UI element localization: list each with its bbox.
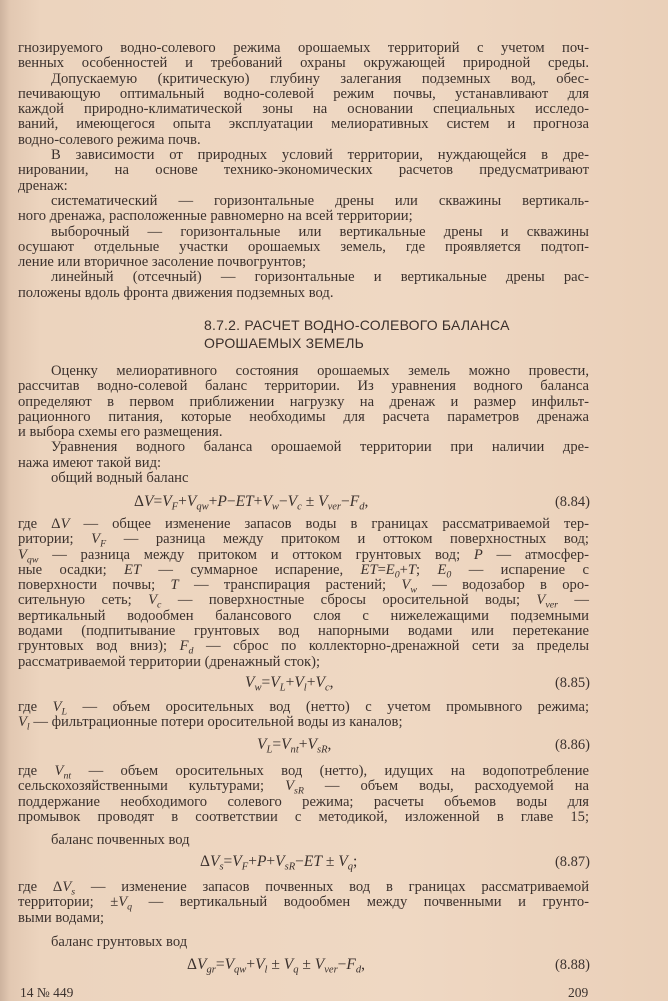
equation-expression: $\Delta V_s=V_F+P+V_{sR}-ET \pm V_q$; — [200, 853, 358, 873]
heading-line: 8.7.2. РАСЧЕТ ВОДНО-СОЛЕВОГО БАЛАНСА — [204, 317, 510, 333]
text-line: общий водный баланс — [51, 470, 189, 487]
text-line: рассчитав водно-солевой баланс территории. Из уравнения водного баланса — [18, 378, 589, 395]
equation-8-84 — [18, 493, 590, 511]
section-heading — [204, 316, 510, 352]
text-line: баланс почвенных вод — [51, 832, 190, 848]
equation-8-87 — [18, 853, 590, 871]
text-line: и выбора схемы его размещения. — [18, 424, 223, 441]
text-line: грунтовых вод вниз); $F_d$ — сброс по коллекторно-дренажной сети за пределы — [18, 638, 590, 657]
text-line: венных особенностей и требований охраны окружающей природной среды. — [18, 55, 589, 72]
text-line: нировании, на основе технико-экономических расчетов предусматривают — [18, 162, 589, 179]
paragraph — [18, 700, 589, 731]
text-line: выми водами; — [18, 909, 105, 926]
page-number: 209 — [568, 985, 589, 1000]
equation-expression: $\Delta V=V_F+V_{qw}+P-ET+V_w-V_c \pm V_{ver}-F_d$, — [134, 493, 369, 513]
text-line: $V_{qw}$ — разница между притоком и оттоком грунтовых вод; P — атмосфер- — [18, 546, 590, 566]
text-line: $V_l$ — фильтрационные потери оросительной воды из каналов; — [18, 714, 403, 733]
text-line: положены вдоль фронта движения подземных вод. — [18, 284, 334, 301]
text-line: дренаж: — [18, 177, 68, 194]
text-line: рассматриваемой территории (дренажный сток); — [18, 653, 321, 670]
equation-number: (8.88) — [554, 957, 590, 973]
paragraph — [18, 517, 589, 670]
equation-expression: $V_w=V_L+V_l+V_c$, — [245, 674, 334, 694]
text-line: где $V_L$ — объем оросительных вод (нетто) с учетом промывного режима; — [18, 699, 590, 718]
text-line: печивающую оптимальный водно-солевой режим почвы, устанавливают для — [18, 85, 589, 102]
text-line: определяют в первом приближении нагрузку на дренаж и размер инфильт- — [18, 393, 589, 410]
paragraph — [18, 833, 589, 848]
text-line: ные осадки; ET — суммарное испарение, $ET=E_0+T$; $E_0$ — испарение с — [18, 561, 589, 581]
text-line: выборочный — горизонтальные или вертикальные дрены и скважины — [51, 223, 589, 240]
text-line: ного дренажа, расположенные равномерно на всей территории; — [18, 208, 413, 225]
text-line: территории; $\pm V_q$ — вертикальный водообмен между почвенными и грунто- — [18, 894, 589, 913]
text-line: водно-солевого режима почв. — [18, 131, 201, 148]
paragraph — [18, 880, 589, 926]
text-line: где $\Delta V_s$ — изменение запасов почвенных вод в границах рассматриваемой — [18, 879, 589, 898]
intro-text — [18, 41, 589, 301]
text-line: осушают отдельные участки орошаемых земель, где проявляется подтоп- — [18, 238, 589, 255]
text-line: ваний, имеющегося опыта эксплуатации мелиоративных систем и прогноза — [18, 116, 589, 133]
text-line: Оценку мелиоративного состояния орошаемых земель можно провести, — [51, 363, 589, 379]
equation-expression: $\Delta V_{gr}=V_{qw}+V_l \pm V_q \pm V_{ver}-F_d$, — [187, 956, 366, 976]
text-line: линейный (отсечный) — горизонтальные и вертикальные дрены рас- — [51, 269, 589, 286]
paragraph — [18, 764, 589, 825]
text-line: нажа имеют такой вид: — [18, 454, 162, 471]
equation-number: (8.86) — [554, 737, 590, 753]
equation-number: (8.87) — [554, 854, 590, 870]
paragraph — [18, 935, 589, 950]
text-line: поддержание необходимого солевого режима; расчеты объемов воды для — [18, 793, 589, 810]
text-line: В зависимости от природных условий территории, нуждающейся в дре- — [51, 147, 589, 164]
text-line: рационного питания, которые необходимы для расчета параметров дренажа — [18, 408, 589, 425]
text-line: ление или вторичное засоление почвогрунтов; — [18, 254, 307, 271]
text-line: водами (подпитывание грунтовых вод напорными водами или перетекание — [18, 623, 589, 640]
equation-number: (8.85) — [554, 675, 590, 691]
text-line: гнозируемого водно-солевого режима орошаемых территорий с учетом поч- — [18, 40, 589, 56]
equation-8-88 — [18, 956, 590, 974]
text-line: баланс грунтовых вод — [51, 934, 188, 950]
heading-line: ОРОШАЕМЫХ ЗЕМЕЛЬ — [204, 335, 364, 351]
equation-8-86 — [18, 736, 590, 754]
text-line: вертикальный водообмен балансового слоя с нижележащими подземными — [18, 607, 589, 624]
printer-signature: 14 № 449 — [20, 985, 74, 1000]
text-line: поверхности почвы; T — транспирация растений; $V_w$ — водозабор в оро- — [18, 577, 589, 596]
text-line: сительную сеть; $V_c$ — поверхностные сбросы оросительной воды; $V_{ver}$ — — [18, 592, 589, 611]
text-line: Уравнения водного баланса орошаемой территории при наличии дре- — [51, 439, 589, 456]
text-line: систематический — горизонтальные дрены или скважины вертикаль- — [51, 192, 589, 209]
paragraph — [18, 364, 589, 486]
text-line: сельскохозяйственными культурами; $V_{sR}$ — объем воды, расходуемой на — [18, 778, 589, 797]
equation-expression: $V_L=V_{nt}+V_{sR}$, — [257, 736, 332, 756]
text-line: Допускаемую (критическую) глубину залегания подземных вод, обес- — [51, 70, 589, 87]
text-line: ритории; $V_F$ — разница между притоком и оттоком поверхностных вод; — [18, 531, 589, 550]
text-line: где $V_{nt}$ — объем оросительных вод (нетто), идущих на водопотребление — [18, 763, 590, 782]
equation-8-85 — [18, 674, 590, 692]
text-line: каждой природно-климатической зоны на основании специальных исследо- — [18, 101, 589, 118]
text-line: промывок проводят в соответствии с методикой, изложенной в главе 15; — [18, 808, 589, 825]
text-line: где ΔV — общее изменение запасов воды в границах рассматриваемой тер- — [18, 516, 589, 532]
equation-number: (8.84) — [554, 494, 590, 510]
